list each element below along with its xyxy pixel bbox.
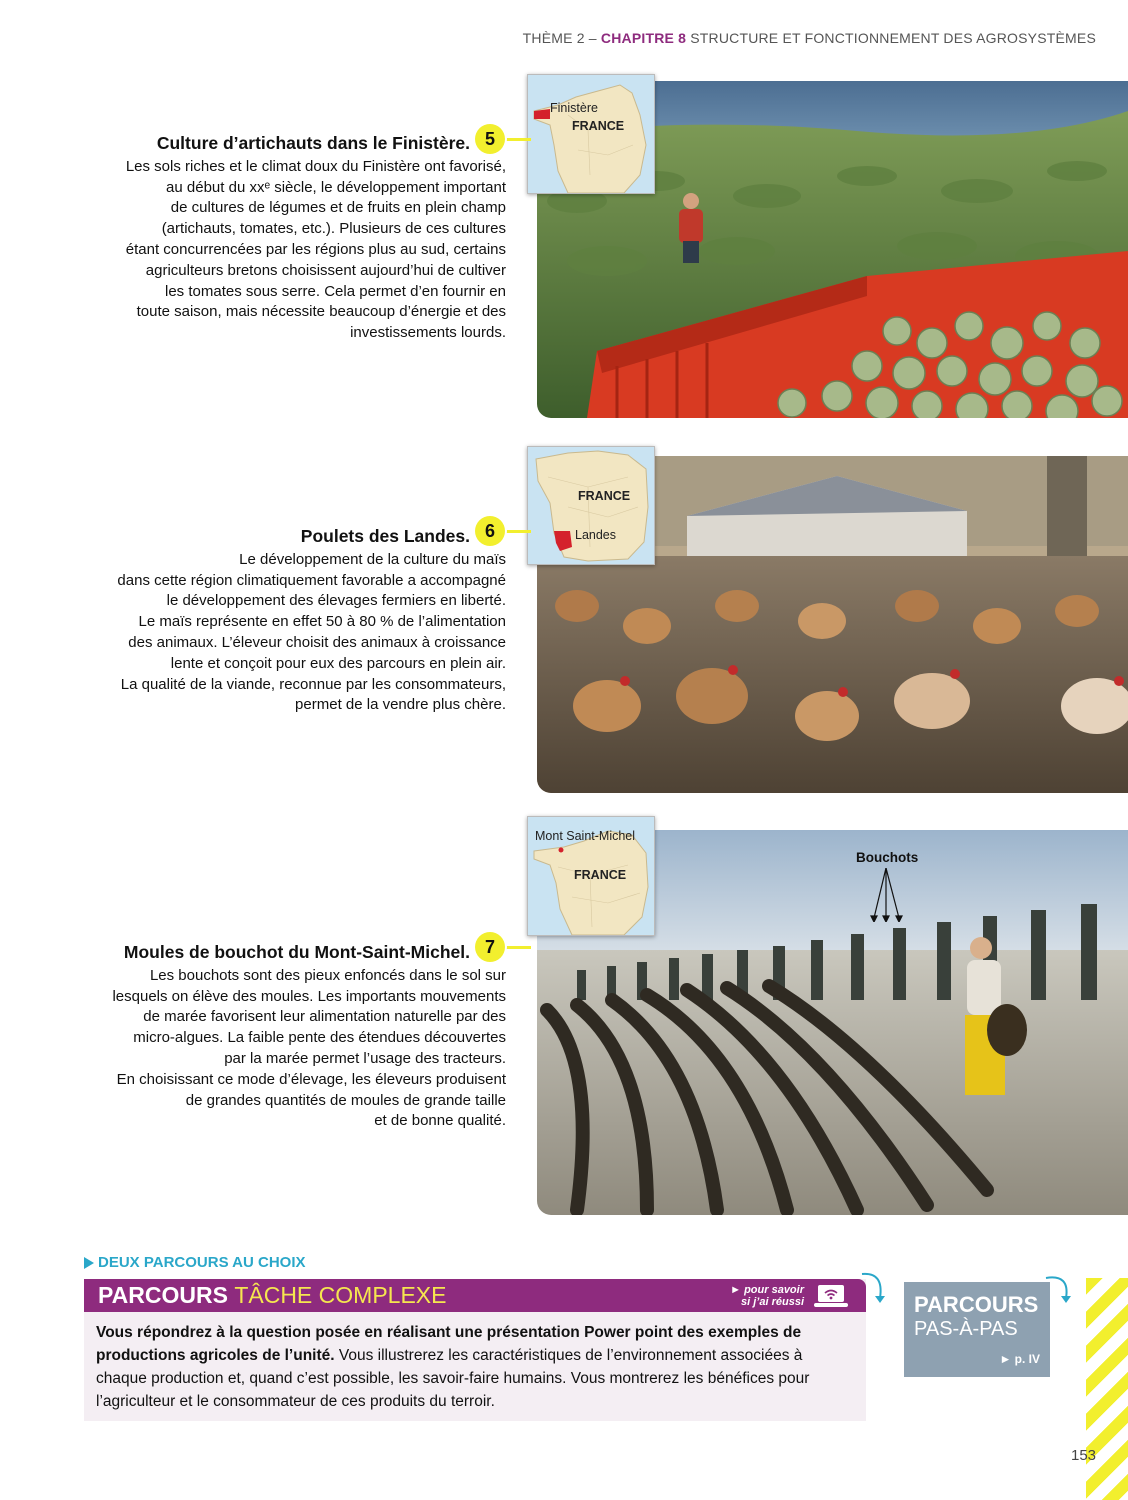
doc-text-5	[126, 133, 506, 344]
laptop-wifi-icon[interactable]	[814, 1283, 848, 1308]
doc-title-6: Poulets des Landes.	[300, 526, 470, 546]
doc-line: lesquels on élève des moules. Les importants mouvements	[112, 987, 506, 1005]
doc-line: (artichauts, tomates, etc.). Plusieurs de ces cultures	[161, 220, 506, 238]
doc-text-7	[112, 942, 506, 1132]
doc-line: micro-algues. La faible pente des étendues découvertes	[133, 1029, 506, 1047]
doc-line: La qualité de la viande, reconnue par les consommateurs,	[120, 675, 506, 693]
doc-line: étant concurrencées par les régions plus au sud, certains	[125, 240, 506, 258]
parcours-pas-a-pas[interactable]	[904, 1282, 1050, 1377]
bouchots-pointer-arrows	[866, 868, 906, 922]
doc-line: de marée favorisent leur alimentation naturelle par des	[143, 1008, 506, 1026]
map-label-france: FRANCE	[574, 868, 627, 882]
doc-line: de cultures de légumes et de fruits en plein champ	[170, 199, 506, 217]
doc-line: de grandes quantités de moules de grande taille	[185, 1091, 506, 1109]
photo-label-bouchots: Bouchots	[856, 850, 919, 865]
decorative-stripes	[1086, 1278, 1128, 1500]
doc-line: Les sols riches et le climat doux du Finistère ont favorisé,	[125, 157, 506, 175]
map-label-finistere: Finistère	[550, 101, 598, 115]
header-subject: STRUCTURE ET FONCTIONNEMENT DES AGROSYSTÈMES	[690, 30, 1096, 46]
parcours-tache-complexe[interactable]	[84, 1279, 866, 1421]
map-label-france: FRANCE	[578, 489, 631, 503]
tache-title-2: TÂCHE COMPLEXE	[234, 1282, 447, 1308]
tache-complexe-header	[84, 1279, 866, 1312]
doc-line: et de bonne qualité.	[374, 1112, 506, 1130]
pap-title-1: PARCOURS	[914, 1292, 1039, 1317]
map-mont-saint-michel	[527, 816, 655, 936]
parcours-heading	[84, 1254, 306, 1271]
parcours-heading-text: DEUX PARCOURS AU CHOIX	[98, 1254, 306, 1271]
self-check-line-2: si j’ai réussi	[741, 1296, 804, 1308]
map-label-landes: Landes	[575, 528, 617, 542]
self-check-link[interactable]	[730, 1284, 804, 1308]
doc-line: des animaux. L’éleveur choisit des animaux à croissance	[128, 633, 506, 651]
header-chapter: CHAPITRE 8	[600, 30, 687, 46]
doc-text-6	[117, 526, 506, 716]
doc-line: dans cette région climatiquement favorable a accompagné	[117, 571, 506, 589]
tache-text-rest: Vous illustrerez les caractéristiques de l’environnement associées à chaque production et, quand c’est possible, les savoir-faire humains. Vous montrerez les bénéfices pour l’agriculteur et le consommateur de ces produits du terroir.	[96, 1347, 810, 1410]
mont-saint-michel-marker	[559, 848, 564, 853]
doc-line: En choisissant ce mode d’élevage, les éleveurs produisent	[116, 1070, 506, 1088]
doc-line: lente et conçoit pour eux des parcours en plein air.	[170, 654, 506, 672]
self-check-line-1: ► pour savoir	[730, 1284, 804, 1296]
doc-line: par la marée permet l’usage des tracteurs.	[224, 1049, 506, 1067]
page-number: 153	[1071, 1447, 1097, 1464]
doc-line: les tomates sous serre. Cela permet d’en fournir en	[165, 282, 506, 300]
map-label-mont-saint-michel: Mont Saint-Michel	[535, 829, 636, 843]
map-landes	[527, 446, 655, 565]
header-theme: THÈME 2 –	[522, 30, 597, 46]
doc-title-5: Culture d’artichauts dans le Finistère.	[156, 133, 470, 153]
map-finistere	[527, 74, 655, 194]
doc-line: au début du xxᵉ siècle, le développement important	[166, 178, 506, 196]
doc-line: toute saison, mais nécessite beaucoup d’énergie et des	[136, 303, 506, 321]
curved-arrow-icon	[858, 1270, 888, 1304]
running-header	[523, 30, 1096, 46]
doc-number-badge-7: 7	[475, 932, 505, 962]
doc-line: le développement des élevages fermiers en liberté.	[166, 592, 506, 610]
doc-line: Le développement de la culture du maïs	[239, 550, 506, 568]
doc-number-badge-6: 6	[475, 516, 505, 546]
doc-title-7: Moules de bouchot du Mont-Saint-Michel.	[123, 942, 470, 962]
doc-line: Les bouchots sont des pieux enfoncés dans le sol sur	[149, 966, 506, 984]
map-label-france: FRANCE	[572, 119, 625, 133]
doc-number-badge-5: 5	[475, 124, 505, 154]
triangle-right-icon	[84, 1257, 94, 1269]
pap-title-2: PAS-À-PAS	[914, 1318, 1018, 1340]
doc-line: agriculteurs bretons choisissent aujourd’hui de cultiver	[145, 261, 506, 279]
doc-line: investissements lourds.	[350, 324, 506, 342]
tache-text-bold: Vous répondrez à la question posée en réalisant une présentation Power point des exemples de productions agricoles de l’unité.	[96, 1324, 802, 1364]
doc-line: permet de la vendre plus chère.	[295, 696, 506, 714]
pap-page-ref[interactable]: ► p. IV	[999, 1352, 1040, 1366]
tache-complexe-instructions	[96, 1321, 856, 1413]
curved-arrow-icon	[1040, 1270, 1074, 1304]
tache-title-1: PARCOURS	[98, 1282, 228, 1308]
doc-line: Le maïs représente en effet 50 à 80 % de l’alimentation	[138, 613, 506, 631]
